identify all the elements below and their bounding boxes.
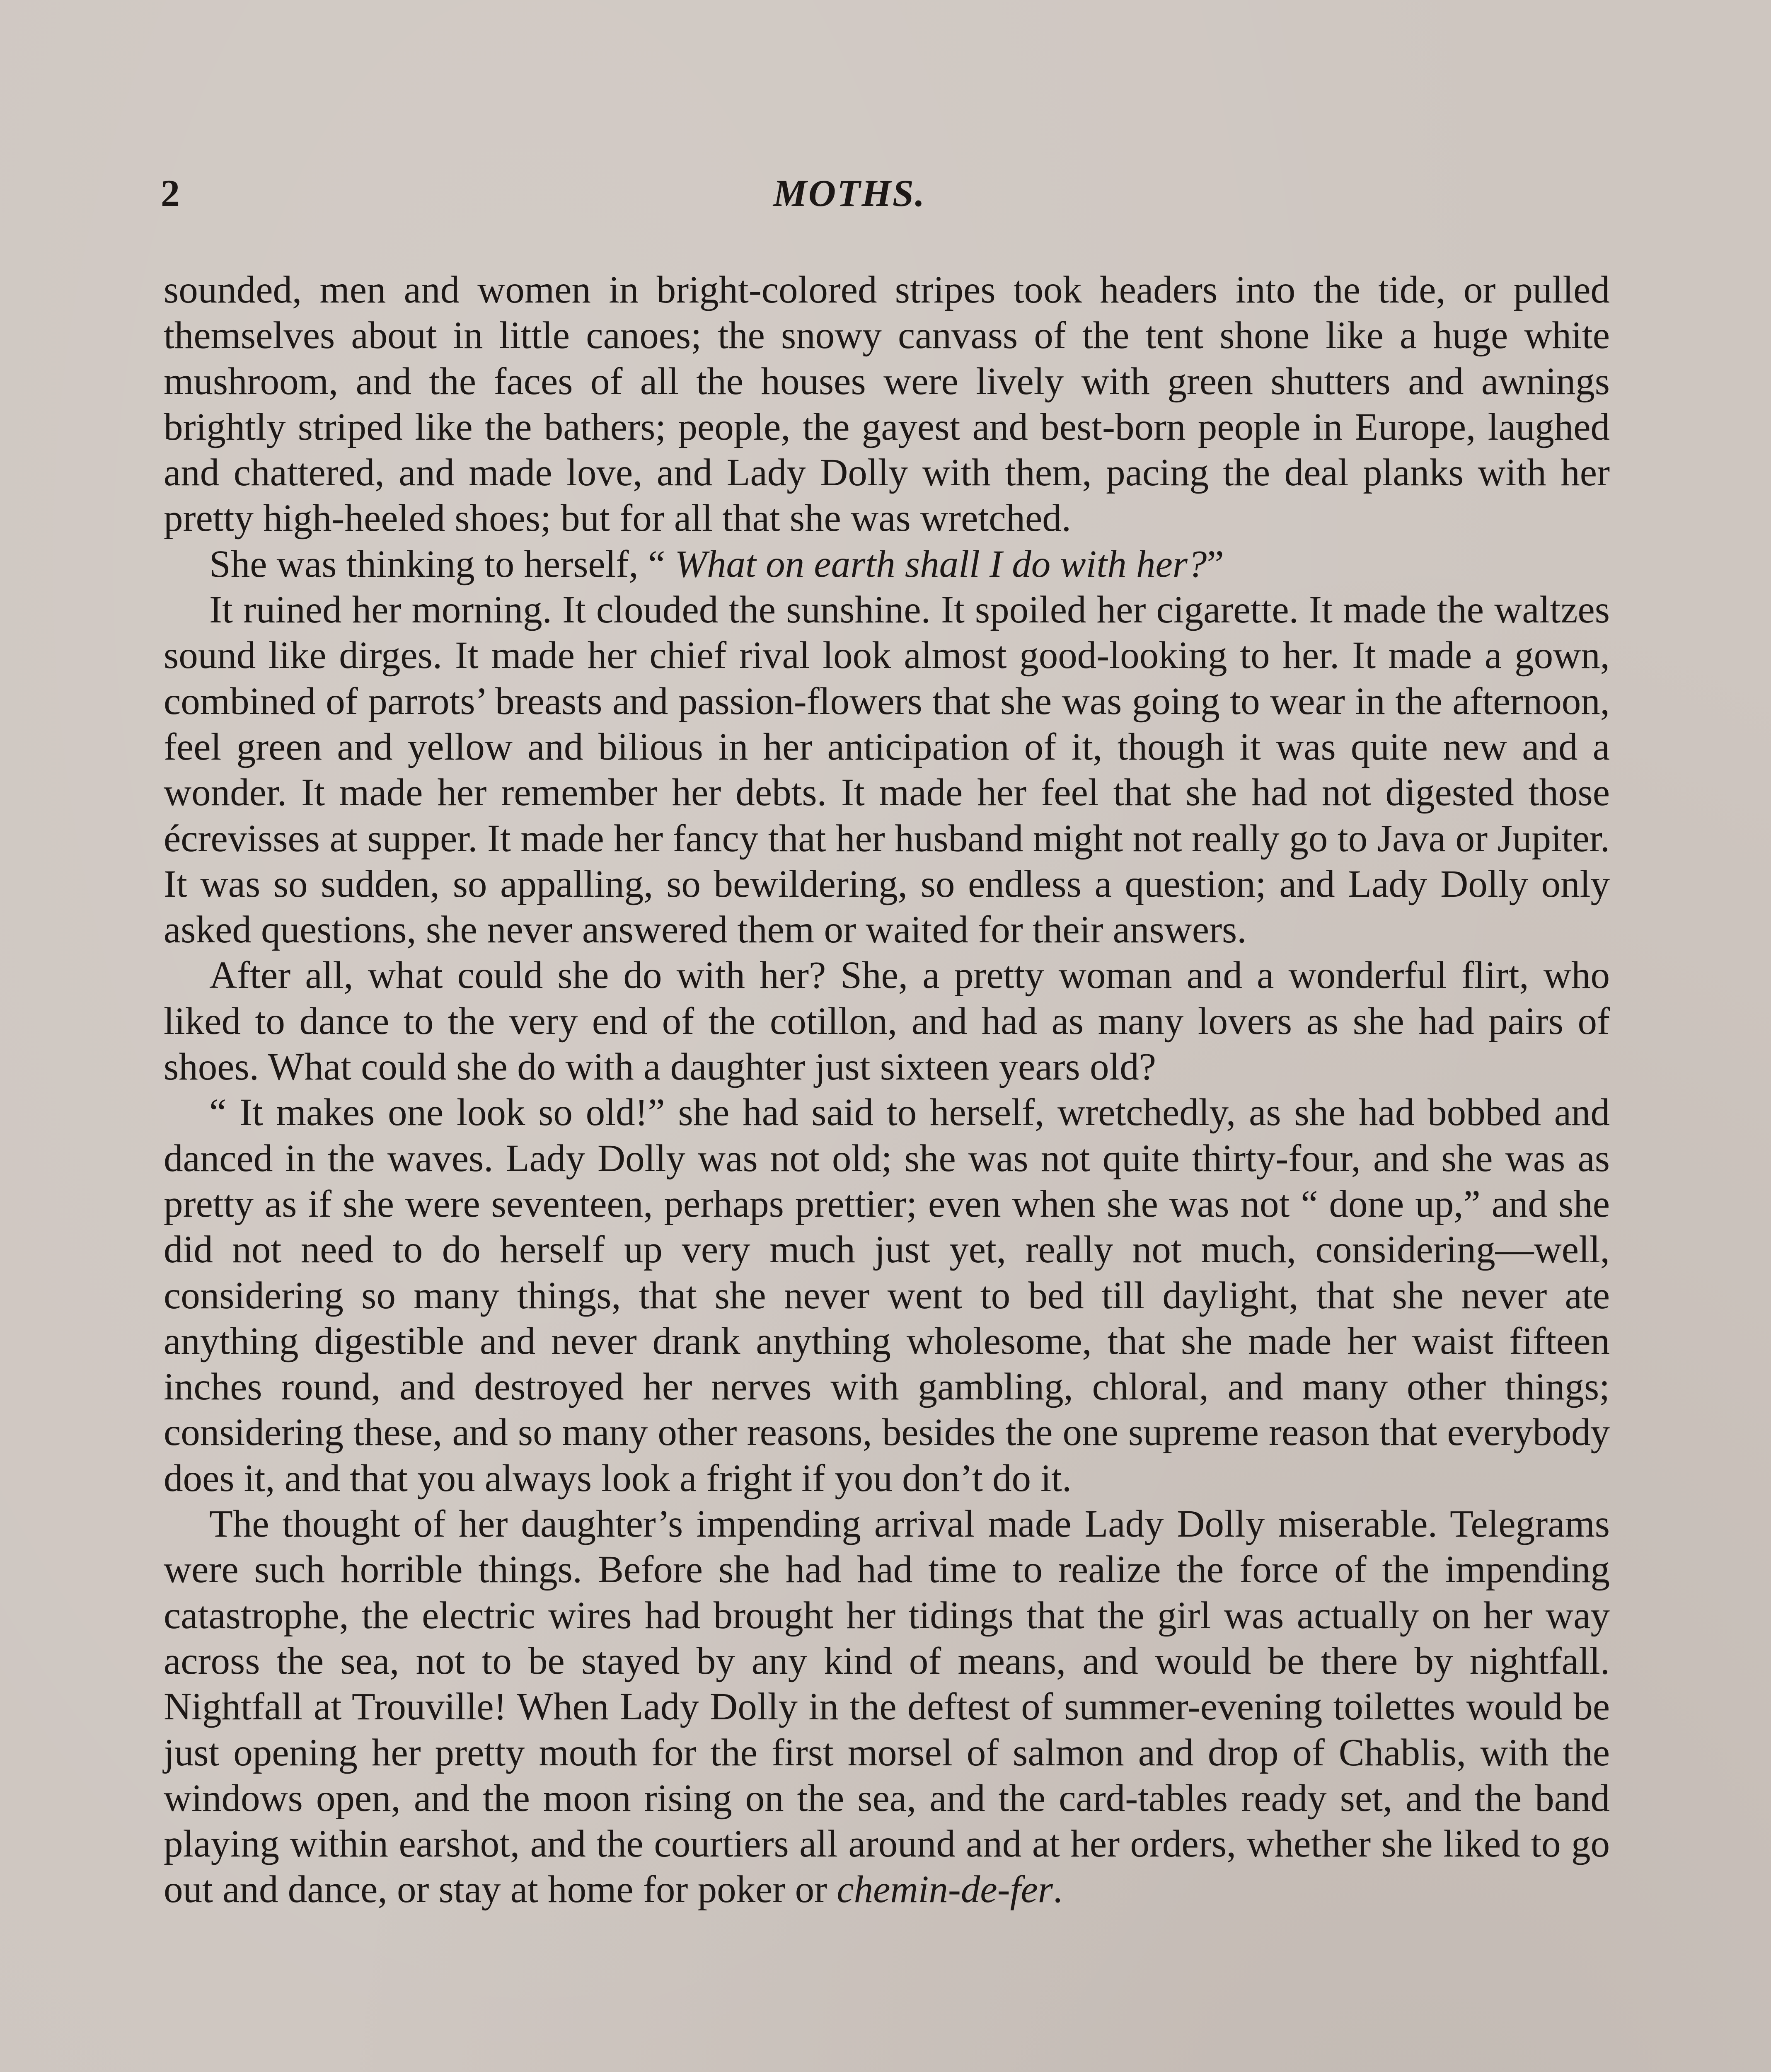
paragraph-2-text-before: She was thinking to herself, “ <box>209 542 675 586</box>
paragraph-6-text-before: The thought of her daughter’s impending arrival made Lady Dolly miserable. Telegrams were such horrible things. Before she had had time to realize the force of the impending catastrophe, the electric wires had brought her tidings that the girl was actually on her way across the sea, not to be stayed by any kind of means, and would be there by nightfall. Nightfall at Trouville! When Lady Dolly in the deftest of summer-evening toilettes would be just opening her pretty mouth for the first morsel of salmon and drop of Chablis, with the windows open, and the moon rising on the sea, and the card-tables ready set, and the band playing within earshot, and the courtiers all around and at her orders, whether she liked to go out and dance, or stay at home for poker or <box>164 1503 1610 1911</box>
paragraph-6-emphasis: chemin-de-fer <box>837 1868 1053 1911</box>
page-number: 2 <box>161 172 180 214</box>
running-title: MOTHS. <box>773 172 926 214</box>
body-text <box>164 267 1610 1913</box>
paragraph-6-text-after: . <box>1052 1868 1063 1911</box>
paragraph-4: After all, what could she do with her? She, a pretty woman and a wonderful flirt, who liked to dance to the very end of the cotillon, and had as many lovers as she had pairs of shoes. What could she do with a daughter just sixteen years old? <box>164 954 1610 1089</box>
paragraph-5: “ It makes one look so old!” she had said to herself, wretchedly, as she had bobbed and danced in the waves. Lady Dolly was not old; she was not quite thirty-four, and she was as pretty as if she were seventeen, perhaps prettier; even when she was not “ done up,” and she did not need to do herself up very much just yet, really not much, considering—well, considering so many things, that she never went to bed till daylight, that she never ate anything digestible and never drank anything wholesome, that she made her waist fifteen inches round, and destroyed her nerves with gambling, chloral, and many other things; considering these, and so many other reasons, besides the one supreme reason that everybody does it, and that you always look a fright if you don’t do it. <box>164 1091 1610 1500</box>
paragraph-3: It ruined her morning. It clouded the sunshine. It spoiled her cigarette. It made the waltzes sound like dirges. It made her chief rival look almost good-looking to her. It made a gown, combined of parrots’ breasts and passion-flowers that she was going to wear in the afternoon, feel green and yellow and bilious in her anticipation of it, though it was quite new and a wonder. It made her remember her debts. It made her feel that she had not digested those écrevisses at supper. It made her fancy that her husband might not really go to Java or Jupiter. It was so sudden, so appalling, so bewildering, so endless a question; and Lady Dolly only asked questions, she never answered them or waited for their answers. <box>164 588 1610 951</box>
paragraph-1: sounded, men and women in bright-colored stripes took headers into the tide, or pulled themselves about in little canoes; the snowy canvass of the tent shone like a huge white mushroom, and the faces of all the houses were lively with green shutters and awnings brightly striped like the bathers; people, the gayest and best-born people in Europe, laughed and chattered, and made love, and Lady Dolly with them, pacing the deal planks with her pretty high-heeled shoes; but for all that she was wretched. <box>164 269 1610 540</box>
paragraph-2 <box>164 542 1610 587</box>
paragraph-2-text-after: ” <box>1207 542 1224 586</box>
paragraph-6 <box>164 1501 1610 1913</box>
paragraph-2-emphasis: What on earth shall I do with her? <box>675 542 1207 586</box>
